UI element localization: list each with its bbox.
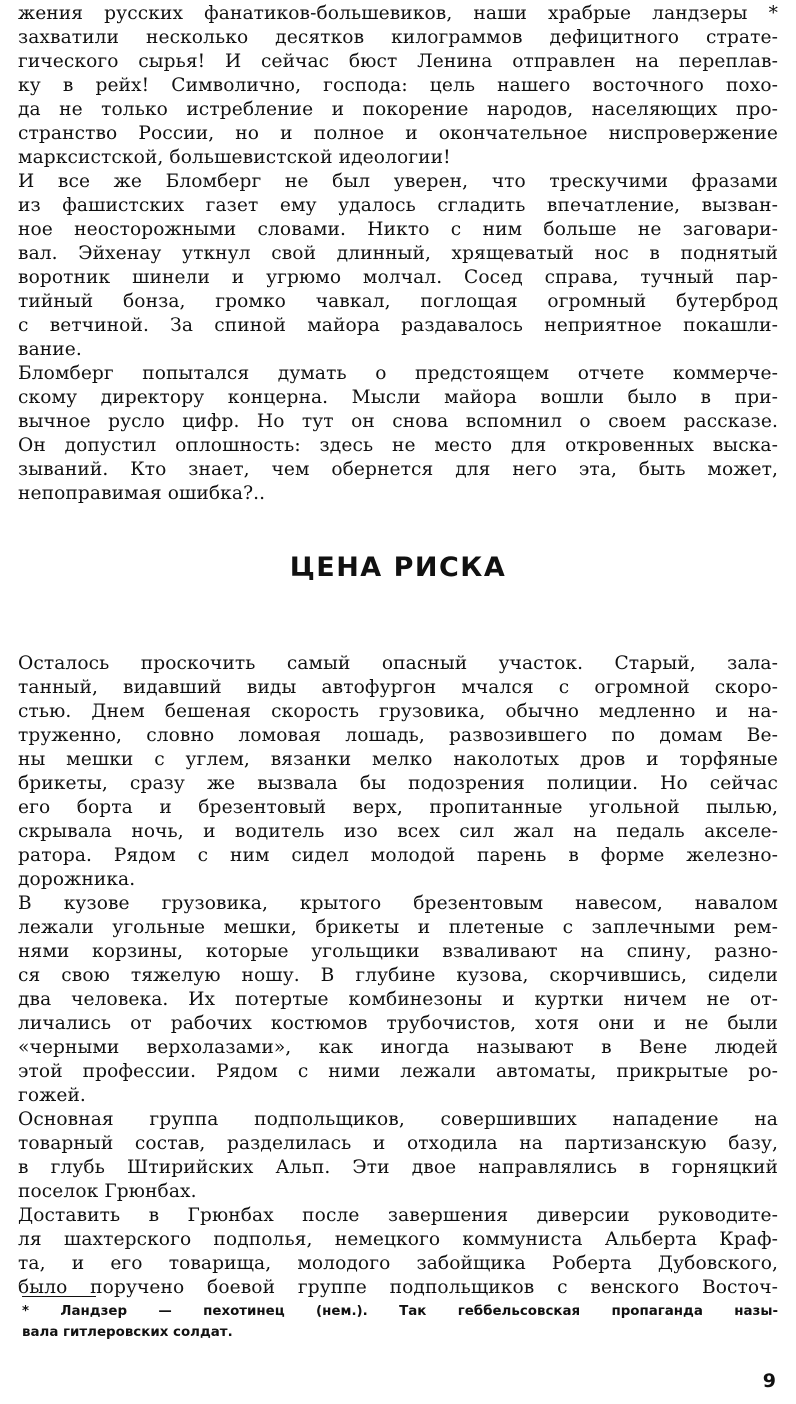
text-line: брикеты, сразу же вызвала бы подозрения полиции. Но сейчас [18,773,778,794]
text-line: марксистской, большевистской идеологии! [18,147,451,168]
text-line: И все же Бломберг не был уверен, что трескучими фразами [18,171,778,192]
chapter-title: ЦЕНА РИСКА [289,552,507,583]
text-block-chapter [18,652,778,1300]
footnote-line: * Ландзер — пехотинец (нем.). Так геббельсовская пропаганда назы- [22,1304,778,1319]
text-line: этой профессии. Рядом с ними лежали автоматы, прикрытые ро- [18,1061,778,1082]
text-line: ся свою тяжелую ношу. В глубине кузова, скорчившись, сидели [18,965,778,986]
text-line: в глубь Штирийских Альп. Эти двое направлялись в горняцкий [18,1157,778,1178]
text-line: нями корзины, которые угольщики взваливают на спину, разно- [18,941,778,962]
footnote-line: вала гитлеровских солдат. [22,1325,233,1340]
text-line: два человека. Их потертые комбинезоны и куртки ничем не от- [18,989,778,1010]
text-line: его борта и брезентовый верх, пропитанные угольной пылью, [18,797,778,818]
text-line: гожей. [18,1085,86,1106]
text-line: «черными верхолазами», как иногда называют в Вене людей [18,1037,778,1058]
text-line: ное неосторожными словами. Никто с ним больше не заговари- [18,219,778,240]
text-line: стью. Днем бешеная скорость грузовика, обычно медленно и на- [18,701,778,722]
text-line: личались от рабочих костюмов трубочистов, хотя они и не были [18,1013,778,1034]
text-line: жения русских фанатиков-большевиков, наши храбрые ландзеры * [18,3,778,24]
text-line: ку в рейх! Символично, господа: цель нашего восточного похо- [18,75,778,96]
text-line: Основная группа подпольщиков, совершивших нападение на [18,1109,778,1130]
text-line: да не только истребление и покорение народов, населяющих про- [18,99,778,120]
text-line: Бломберг попытался думать о предстоящем отчете коммерче- [18,363,778,384]
text-line: скрывала ночь, и водитель изо всех сил жал на педаль акселе- [18,821,778,842]
text-line: Доставить в Грюнбах после завершения диверсии руководите- [18,1205,778,1226]
text-line: вычное русло цифр. Но тут он снова вспомнил о своем рассказе. [18,411,778,432]
text-line: танный, видавший виды автофургон мчался с огромной скоро- [18,677,778,698]
text-line: лежали угольные мешки, брикеты и плетеные с заплечными рем- [18,917,778,938]
text-line: воротник шинели и угрюмо молчал. Сосед справа, тучный пар- [18,267,778,288]
text-line: Он допустил оплошность: здесь не место для откровенных выска- [18,435,778,456]
text-line: скому директору концерна. Мысли майора вошли было в при- [18,387,778,408]
text-line: из фашистских газет ему удалось сгладить впечатление, вызван- [18,195,778,216]
footnote [22,1301,778,1343]
text-line: было поручено боевой группе подпольщиков с венского Восточ- [18,1277,778,1298]
text-line: Осталось проскочить самый опасный участок. Старый, зала- [18,653,778,674]
text-line: с ветчиной. За спиной майора раздавалось неприятное покашли- [18,315,778,336]
text-line: непоправимая ошибка?.. [18,483,266,504]
page-number: 9 [762,1370,776,1392]
text-line: вание. [18,339,82,360]
text-line: странство России, но и полное и окончательное ниспровержение [18,123,778,144]
text-line: поселок Грюнбах. [18,1181,197,1202]
text-line: ратора. Рядом с ним сидел молодой парень в форме железно- [18,845,778,866]
text-line: труженно, словно ломовая лошадь, развозившего по домам Ве- [18,725,778,746]
text-line: тийный бонза, громко чавкал, поглощая огромный бутерброд [18,291,778,312]
text-line: та, и его товарища, молодого забойщика Роберта Дубовского, [18,1253,778,1274]
text-block-before-chapter [18,2,778,506]
text-line: вал. Эйхенау уткнул свой длинный, хрящеватый нос в поднятый [18,243,778,264]
text-line: товарный состав, разделилась и отходила на партизанскую базу, [18,1133,778,1154]
text-line: захватили несколько десятков килограммов дефицитного страте- [18,27,778,48]
footnote-divider [22,1296,96,1297]
text-line: гического сырья! И сейчас бюст Ленина отправлен на переплав- [18,51,778,72]
text-line: ны мешки с углем, вязанки мелко наколотых дров и торфяные [18,749,778,770]
text-line: зываний. Кто знает, чем обернется для него эта, быть может, [18,459,778,480]
text-line: дорожника. [18,869,136,890]
text-line: ля шахтерского подполья, немецкого коммуниста Альберта Краф- [18,1229,778,1250]
text-line: В кузове грузовика, крытого брезентовым навесом, навалом [18,893,778,914]
